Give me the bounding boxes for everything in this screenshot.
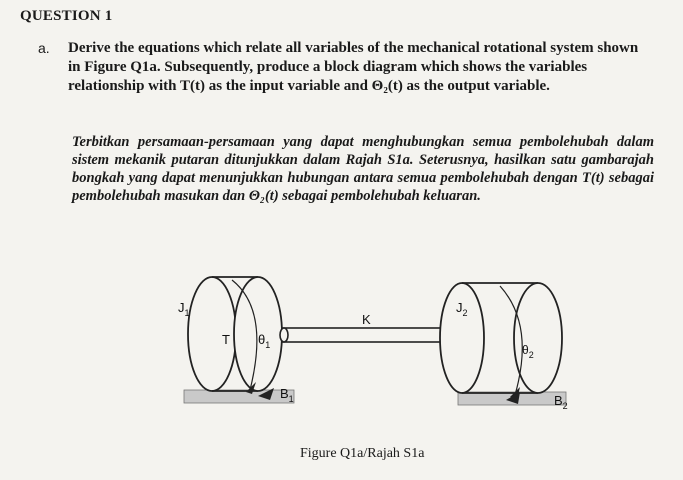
mechanical-system-figure xyxy=(170,270,610,420)
label-j2: J xyxy=(456,300,463,315)
label-spring-k: K xyxy=(362,312,371,327)
label-b1: B xyxy=(280,386,289,401)
label-j2-sub: 2 xyxy=(462,308,468,318)
inertia-j1 xyxy=(188,277,282,391)
question-heading: QUESTION 1 xyxy=(20,8,113,24)
label-b2-sub: 2 xyxy=(562,401,568,411)
label-j1-sub: 1 xyxy=(184,308,190,318)
figure-caption: Figure Q1a/Rajah S1a xyxy=(300,446,425,461)
label-j1: J xyxy=(178,300,185,315)
question-text-malay: Terbitkan persamaan-persamaan yang dapat menghubungkan semua pembolehubah dalam sistem mekanik putaran ditunjukkan dalam Rajah S1a. Seterusnya, hasilkan satu gambarajah bongkah yang dapat menunjukkan hubungan antara semua pembolehubah dengan T(t) sebagai pembolehubah masukan dan Θ₂(t) sebagai pembolehubah keluaran. xyxy=(72,134,654,204)
label-theta1: θ xyxy=(258,332,266,347)
question-text-english: Derive the equations which relate all variables of the mechanical rotational system shown in Figure Q1a. Subsequently, produce a block diagram which shows the variables relationship with T(t) as the input variable and Θ₂(t) as the output variable. xyxy=(68,40,639,94)
label-b2: B xyxy=(554,393,563,408)
label-theta2-sub: 2 xyxy=(528,350,534,360)
label-theta2: θ xyxy=(522,343,529,357)
label-b1-sub: 1 xyxy=(288,394,294,404)
shaft-k xyxy=(280,327,455,343)
svg-text:J1 xyxy=(178,300,190,318)
label-theta1-sub: 1 xyxy=(265,340,271,350)
label-torque: T xyxy=(222,332,230,347)
damper-b1-plate xyxy=(184,390,294,403)
question-part-label: a. xyxy=(38,40,50,56)
